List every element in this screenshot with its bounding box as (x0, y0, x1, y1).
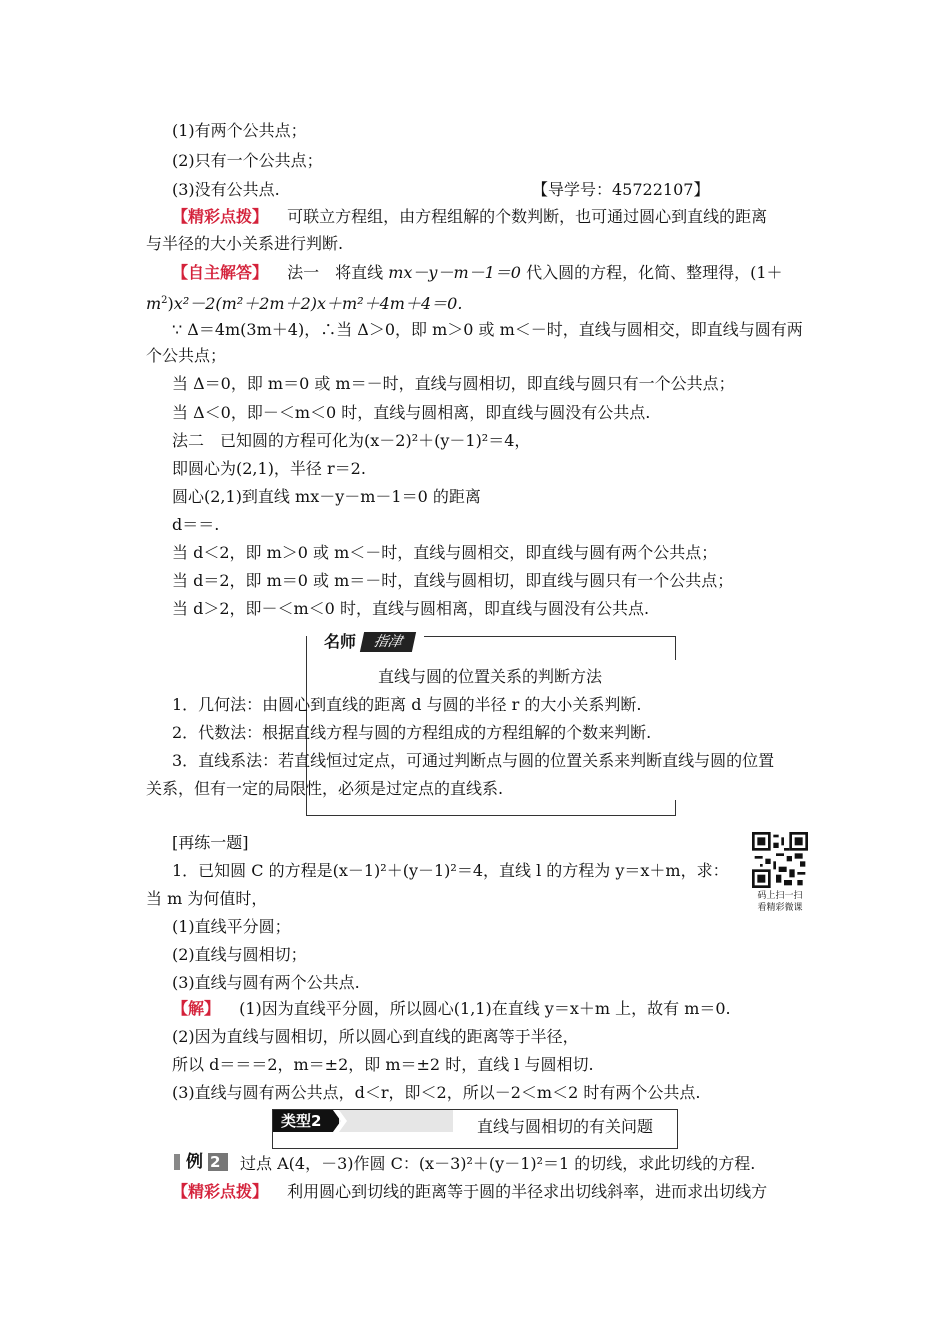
type2-title: 直线与圆相切的有关问题 (477, 1117, 654, 1136)
solution-line-2: $m^2)x^2-2(m^2+2m+2)x+m^2+4m+4=0$. (146, 294, 463, 313)
hint2-line (172, 1182, 767, 1202)
practice-question: 1．已知圆 C 的方程是(x－1)²＋(y－1)²＝4，直线 l 的方程为 y＝x＋m，求： (172, 861, 729, 880)
hint2-tag: 【精彩点拨】 (172, 1182, 269, 1201)
method1-text: 代入圆的方程，化简、整理得，(1＋ (526, 263, 783, 282)
method2-line-2: 即圆心为(2,1)，半径 r＝2. (172, 459, 366, 478)
case-separate: 当 Δ＜0，即－＜m＜0 时，直线与圆相离，即直线与圆没有公共点. (172, 403, 651, 422)
quadratic-expr: x²－2(m²＋2m＋2)x＋m²＋4m＋4＝0. (173, 294, 463, 313)
practice-q1: (1)直线平分圆； (172, 917, 291, 936)
type2-box (272, 1109, 678, 1149)
list-item-one-point: (2)只有一个公共点； (172, 151, 323, 170)
answer-3: 所以 d＝＝＝2，m＝±2，即 m＝±2 时，直线 l 与圆相切. (172, 1055, 594, 1074)
panel-point-3: 3．直线系法：若直线恒过定点，可通过判断点与圆的位置关系来判断直线与圆的位置 (172, 751, 775, 770)
expr-prefix: m (146, 294, 162, 313)
panel-point-2: 2．代数法：根据直线方程与圆的方程组成的方程组解的个数来判断. (172, 723, 652, 742)
type2-label: 类型2 (281, 1112, 322, 1130)
example-2-text: 过点 A(4，－3)作圆 C：(x－3)²＋(y－1)²＝1 的切线，求此切线的方程. (240, 1154, 756, 1173)
tips-badge-text: 名师 (324, 632, 357, 651)
distance-formula: d＝＝. (172, 515, 220, 534)
solution-line-1 (172, 263, 783, 283)
hint2-text: 利用圆心到切线的距离等于圆的半径求出切线斜率，进而求出切线方 (287, 1182, 768, 1201)
guide-number: 【导学号：45722107】 (532, 180, 710, 199)
delta-line: ∵ Δ＝4m(3m＋4)，∴当 Δ＞0，即 m＞0 或 m＜－时，直线与圆相交，即直线与圆有两 (172, 320, 803, 339)
method2-line-3: 圆心(2,1)到直线 mx－y－m－1＝0 的距离 (172, 487, 481, 506)
method2-line-1: 法二 已知圆的方程可化为(x－2)²＋(y－1)²＝4， (172, 431, 531, 450)
solution-tag: 【自主解答】 (172, 263, 269, 282)
method1-label: 法一 将直线 (287, 263, 384, 282)
panel-point-3-cont: 关系，但有一定的局限性，必须是过定点的直线系. (146, 779, 504, 798)
panel-title: 直线与圆的位置关系的判断方法 (378, 667, 603, 686)
hint-line-2: 与半径的大小关系进行判断. (146, 234, 344, 253)
tips-badge (310, 630, 420, 654)
hint-tag: 【精彩点拨】 (172, 207, 269, 226)
answer-4: (3)直线与圆有两公共点，d＜r，即＜2，所以－2＜m＜2 时有两个公共点. (172, 1083, 701, 1102)
qr-caption-2: 看精彩微课 (757, 903, 803, 913)
method2-case-1: 当 d＜2，即 m＞0 或 m＜－时，直线与圆相交，即直线与圆有两个公共点； (172, 543, 718, 562)
delta-line-cont: 个公共点； (146, 346, 227, 365)
tips-badge-dark: 指津 (360, 632, 416, 652)
practice-heading: [再练一题] (172, 833, 249, 852)
practice-question-cont: 当 m 为何值时， (146, 889, 268, 908)
qr-code[interactable] (752, 832, 808, 888)
answer-line-1 (172, 999, 731, 1019)
case-tangent: 当 Δ＝0，即 m＝0 或 m＝－时，直线与圆相切，即直线与圆只有一个公共点； (172, 374, 735, 393)
example-badge-number: 2 (210, 1153, 221, 1171)
hint-line-1 (172, 207, 767, 227)
line-equation: mx－y－m－1＝0 (388, 263, 521, 282)
answer-tag: 【解】 (172, 999, 221, 1018)
list-item-no-point: (3)没有公共点. (172, 180, 280, 199)
example-badge-text: 例 (186, 1152, 203, 1172)
qr-caption-1: 码上扫一扫 (757, 891, 803, 901)
practice-q3: (3)直线与圆有两个公共点. (172, 973, 360, 992)
hint-text-a: 可联立方程组，由方程组解的个数判断，也可通过圆心到直线的距离 (287, 207, 768, 226)
answer-2: (2)因为直线与圆相切，所以圆心到直线的距离等于半径， (172, 1027, 579, 1046)
answer-1: (1)因为直线平分圆，所以圆心(1,1)在直线 y＝x＋m 上，故有 m＝0. (239, 999, 731, 1018)
method2-case-3: 当 d＞2，即－＜m＜0 时，直线与圆相离，即直线与圆没有公共点. (172, 599, 650, 618)
panel-point-1: 1．几何法：由圆心到直线的距离 d 与圆的半径 r 的大小关系判断. (172, 695, 642, 714)
method2-case-2: 当 d＝2，即 m＝0 或 m＝－时，直线与圆相切，即直线与圆只有一个公共点； (172, 571, 734, 590)
practice-q2: (2)直线与圆相切； (172, 945, 307, 964)
list-item-two-points: (1)有两个公共点； (172, 121, 307, 140)
